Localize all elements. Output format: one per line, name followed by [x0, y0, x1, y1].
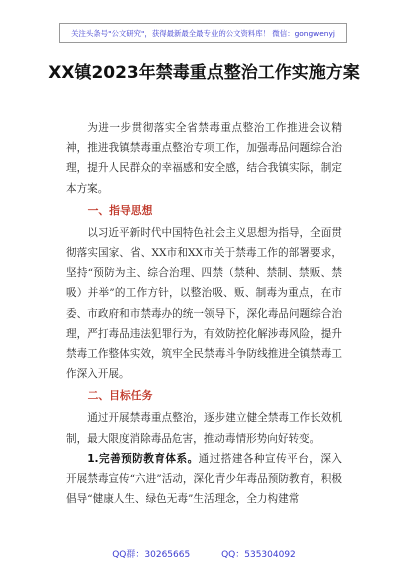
footer-qq-group: QQ群：30265665 [112, 550, 191, 560]
item-1-lead: 1.完善预防教育体系。 [87, 452, 199, 465]
section-heading-goals: 二、目标任务 [87, 389, 153, 403]
footer [0, 547, 408, 560]
document-body [66, 118, 342, 509]
document-title: XX镇2023年禁毒重点整治工作实施方案 [48, 63, 360, 83]
guiding-ideology-paragraph: 以习近平新时代中国特色社会主义思想为指导，全面贯彻落实国家、省、XX市和XX市关于禁毒工作的部署要求，坚持“预防为主、综合治理、四禁（禁种、禁制、禁贩、禁吸）并举”的工作方针，以整治吸、贩、制毒为重点，在市委、市政府和市禁毒办的统一领导下，深化毒品问题综合治理，严打毒品违法犯罪行为，有效防控化解涉毒风险，提升禁毒工作整体实效，筑牢全民禁毒斗争防线推进全镇禁毒工作深入开展。 [66, 226, 342, 381]
footer-qq: QQ：535304092 [221, 550, 296, 560]
section-heading-guiding-ideology: 一、指导思想 [87, 203, 153, 217]
intro-paragraph: 为进一步贯彻落实全省禁毒重点整治工作推进会议精神，推进我镇禁毒重点整治专项工作，加强毒品问题综合治理，提升人民群众的幸福感和安全感，结合我镇实际，制定本方案。 [66, 122, 342, 195]
item-1-paragraph [66, 449, 342, 510]
item-1-body: 通过搭建各种宣传平台，深入开展禁毒宣传“六进”活动，深化青少年毒品预防教育，积极倡导“健康人生、绿色无毒”生活理念，全力构建常 [66, 452, 343, 506]
top-banner: 关注头条号"公文研究"，获得最新最全最专业的公文资料库！ 微信：gongwenyj [59, 23, 347, 43]
goals-paragraph: 通过开展禁毒重点整治，逐步建立健全禁毒工作长效机制，最大限度消除毒品危害，推动毒情形势向好转变。 [66, 412, 342, 445]
